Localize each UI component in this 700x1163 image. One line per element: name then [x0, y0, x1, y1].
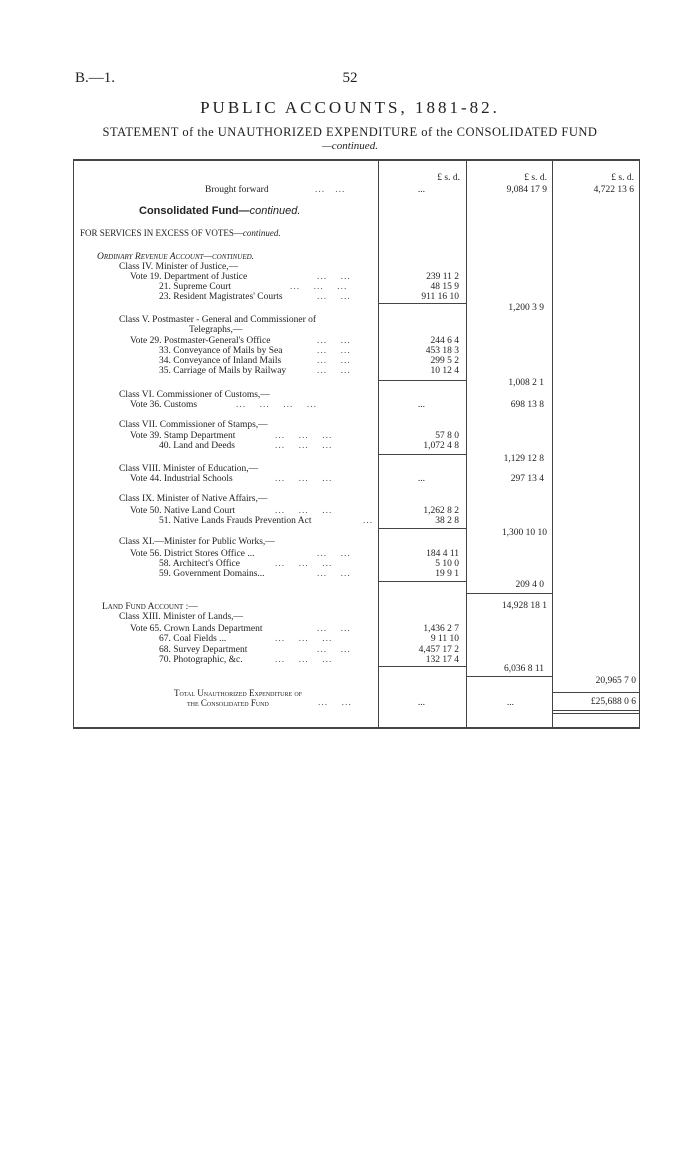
grand-total-rule-top [552, 692, 639, 693]
class4-row-amount: 48 15 9 [430, 282, 459, 292]
grand-total-label-cont: the Consolidated Fund [187, 698, 269, 708]
land-fund-row-amount: 132 17 4 [425, 655, 459, 665]
class6-row-label: Vote 36. Customs [130, 400, 198, 410]
class5-row-amount: 453 18 3 [425, 346, 459, 356]
col2-total-rule [466, 676, 552, 677]
class9-row-amount: 1,262 8 2 [423, 506, 459, 516]
class5-row-label: 34. Conveyance of Inland Mails [159, 356, 282, 366]
class4-title: Class IV. Minister of Justice,— [119, 262, 239, 272]
dot-leader: ... ... [318, 698, 352, 708]
ordinary-revenue-heading: Ordinary Revenue Account—continued. [97, 252, 255, 262]
land-fund-row-amount: 4,457 17 2 [418, 645, 459, 655]
class11-row-label: 59. Government Domains... [159, 569, 265, 579]
column-divider-2 [466, 159, 467, 728]
dot-leader: ... ... [317, 292, 351, 302]
land-fund-row-amount: 1,436 2 7 [423, 624, 459, 634]
consolidated-fund-heading: Consolidated Fund—continued. [139, 205, 301, 217]
page-title: PUBLIC ACCOUNTS, 1881-82. [200, 98, 500, 117]
subtotal-rule [378, 380, 466, 381]
class5-title-cont: Telegraphs,— [189, 325, 243, 335]
brought-forward-col2: 9,084 17 9 [506, 185, 547, 195]
class8-row-label: Vote 44. Industrial Schools [130, 474, 233, 484]
class4-row-label: 23. Resident Magistrates' Courts [159, 292, 283, 302]
dot-leader: ... ... ... [275, 431, 333, 441]
land-fund-subtotal: 6,036 8 11 [503, 664, 544, 674]
class5-row-label: Vote 29. Postmaster-General's Office [130, 336, 271, 346]
land-fund-class-title: Class XIII. Minister of Lands,— [119, 612, 244, 622]
class5-title: Class V. Postmaster - General and Commissioner of [119, 315, 317, 325]
class11-title: Class XI.—Minister for Public Works,— [119, 537, 275, 547]
document-reference: B.—1. [75, 70, 116, 86]
subtotal-rule [378, 581, 466, 582]
dot-leader: ... ... ... [290, 282, 348, 292]
class8-col1: ... [417, 474, 425, 484]
class6-subtotal: 698 13 8 [510, 400, 544, 410]
class6-title: Class VI. Commissioner of Customs,— [119, 390, 270, 400]
grand-total-double-rule [552, 713, 639, 714]
class7-title: Class VII. Commissioner of Stamps,— [119, 420, 268, 430]
class7-row-amount: 57 8 0 [435, 431, 459, 441]
class9-row-amount: 38 2 8 [435, 516, 459, 526]
dot-leader: ... ... [317, 346, 351, 356]
dot-leader: ... ... [317, 356, 351, 366]
dot-leader: ... ... ... ... [236, 400, 317, 410]
land-fund-heading: Land Fund Account :— [102, 602, 198, 612]
class8-subtotal: 297 13 4 [510, 474, 544, 484]
class11-row-amount: 5 10 0 [435, 559, 459, 569]
dot-leader: ... [363, 516, 374, 526]
column-divider-1 [378, 159, 379, 728]
table-left-border [73, 159, 74, 728]
dot-leader: ... ... ... [275, 655, 333, 665]
dot-leader: ... ... ... [275, 506, 333, 516]
subtotal-rule [378, 666, 466, 667]
class11-row-label: Vote 56. District Stores Office ... [130, 549, 255, 559]
class4-row-label: Vote 19. Department of Justice [130, 272, 248, 282]
class5-subtotal: 1,008 2 1 [508, 378, 544, 388]
dot-leader: ... ... [317, 336, 351, 346]
brought-forward-col3: 4,722 13 6 [593, 185, 634, 195]
brought-forward-label: Brought forward [205, 185, 269, 195]
class11-row-amount: 184 4 11 [426, 549, 459, 559]
class11-subtotal: 209 4 0 [515, 580, 544, 590]
class7-row-amount: 1,072 4 8 [423, 441, 459, 451]
land-fund-row-label: 70. Photographic, &c. [159, 655, 243, 665]
table-bottom-rule [73, 727, 640, 729]
dot-leader: ... ... [317, 366, 351, 376]
dot-leader: ... ... ... [275, 474, 333, 484]
dot-leader: ... ... ... [275, 634, 333, 644]
grand-total-label: Total Unauthorized Expenditure of [174, 688, 303, 698]
subtotal-rule [378, 303, 466, 304]
services-excess-heading: FOR SERVICES IN EXCESS OF VOTES—continued. [80, 228, 281, 238]
grand-total-col2: ... [506, 698, 514, 708]
class4-row-amount: 911 16 10 [421, 292, 459, 302]
table-top-rule [73, 159, 640, 161]
grand-total-double-rule [552, 710, 639, 711]
table-right-border [639, 159, 640, 728]
class9-row-label: 51. Native Lands Frauds Prevention Act [159, 516, 312, 526]
statement-title-continued: —continued. [322, 140, 378, 152]
land-fund-row-label: 68. Survey Department [159, 645, 248, 655]
land-fund-row-label: 67. Coal Fields ... [159, 634, 227, 644]
class11-row-label: 58. Architect's Office [159, 559, 240, 569]
class5-row-amount: 10 12 4 [430, 366, 459, 376]
land-fund-row-label: Vote 65. Crown Lands Department [130, 624, 263, 634]
dot-leader: ... ... [317, 569, 351, 579]
col3-header: £ s. d. [611, 173, 634, 183]
statement-title: STATEMENT of the UNAUTHORIZED EXPENDITURE of the CONSOLIDATED FUND [102, 125, 598, 139]
col1-header: £ s. d. [437, 173, 460, 183]
class4-row-label: 21. Supreme Court [159, 282, 232, 292]
grand-total-col3: £25,688 0 6 [590, 697, 636, 707]
dot-leader: ... ... [317, 549, 351, 559]
col2-header: £ s. d. [524, 173, 547, 183]
column-divider-3 [552, 159, 553, 728]
class6-col1: ... [417, 400, 425, 410]
class9-title: Class IX. Minister of Native Affairs,— [119, 494, 268, 504]
section-total-rule [466, 593, 552, 594]
dot-leader: ... ... [317, 272, 351, 282]
class9-row-label: Vote 50. Native Land Court [130, 506, 236, 516]
brought-forward-col1: ... [417, 185, 425, 195]
class7-row-label: 40. Land and Deeds [159, 441, 235, 451]
dot-leader: ... ... [317, 624, 351, 634]
dot-leader: ... ... [317, 645, 351, 655]
col3-total: 20,965 7 0 [595, 676, 636, 686]
subtotal-rule [378, 454, 466, 455]
class5-row-amount: 244 6 4 [430, 336, 459, 346]
class7-row-label: Vote 39. Stamp Department [130, 431, 236, 441]
class5-row-label: 35. Carriage of Mails by Railway [159, 366, 287, 376]
subtotal-rule [378, 528, 466, 529]
class11-row-amount: 19 9 1 [435, 569, 459, 579]
dot-leader: ... ... ... [275, 559, 333, 569]
ordinary-revenue-total: 14,928 18 1 [501, 601, 547, 611]
grand-total-col1: ... [417, 698, 425, 708]
class4-subtotal: 1,200 3 9 [508, 303, 544, 313]
class8-title: Class VIII. Minister of Education,— [119, 464, 259, 474]
page-number: 52 [342, 70, 358, 86]
class5-row-amount: 299 5 2 [430, 356, 459, 366]
class7-subtotal: 1,129 12 8 [503, 454, 544, 464]
class5-row-label: 33. Conveyance of Mails by Sea [159, 346, 283, 356]
class9-subtotal: 1,300 10 10 [501, 528, 547, 538]
land-fund-row-amount: 9 11 10 [430, 634, 459, 644]
class4-row-amount: 239 11 2 [426, 272, 459, 282]
dot-leader: ... ... ... [275, 441, 333, 451]
dot-leader: ... ... [315, 185, 346, 195]
